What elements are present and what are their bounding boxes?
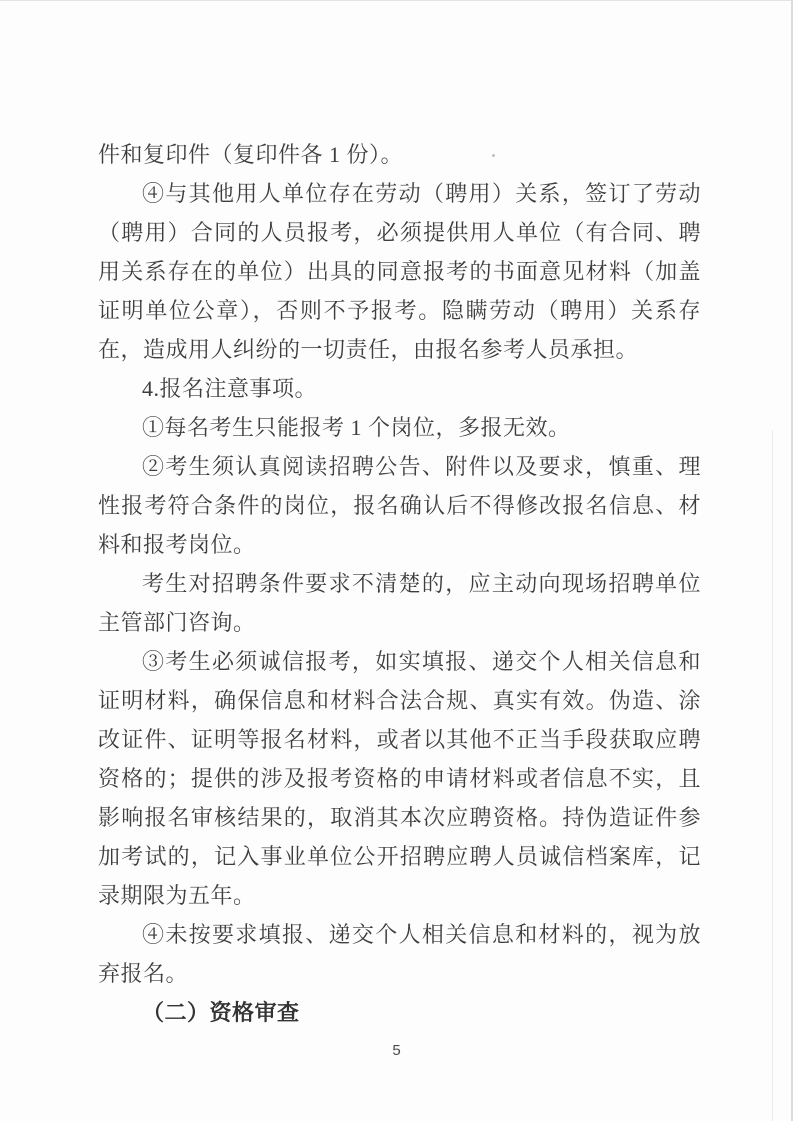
paragraph-note2-read-announcement: ②考生须认真阅读招聘公告、附件以及要求，慎重、理性报考符合条件的岗位，报名确认后不得修改报名信息、材料和报考岗位。 (98, 454, 701, 557)
paragraph-note2b-consult-department: 考生对招聘条件要求不清楚的，应主动向现场招聘单位主管部门咨询。 (98, 571, 701, 635)
paragraph-section4-registration-notes: 4.报名注意事项。 (142, 376, 318, 401)
paragraph-note1-one-post-only: ①每名考生只能报考 1 个岗位，多报无效。 (142, 415, 571, 440)
scan-artifact-line (772, 430, 773, 1121)
paragraph-note4-abandon-registration: ④未按要求填报、递交个人相关信息和材料的，视为放弃报名。 (98, 922, 701, 986)
heading-qualification-review: （二）资格审查 (142, 1000, 300, 1025)
page-number: 5 (392, 1042, 401, 1059)
paragraph-item4-labor-relation: ④与其他用人单位存在劳动（聘用）关系，签订了劳动（聘用）合同的人员报考，必须提供用人单位（有合同、聘用关系存在的单位）出具的同意报考的书面意见材料（加盖证明单位公章），否则不予报考。隐瞒劳动（聘用）关系存在，造成用人纠纷的一切责任，由报名参考人员承担。 (98, 181, 701, 362)
paragraph-continuation-copies: 件和复印件（复印件各 1 份）。 (98, 142, 404, 167)
page-content (98, 135, 701, 1032)
paragraph-note3-integrity: ③考生必须诚信报考，如实填报、递交个人相关信息和证明材料，确保信息和材料合法合规、真实有效。伪造、涂改证件、证明等报名材料，或者以其他不正当手段获取应聘资格的；提供的涉及报考资格的申请材料或者信息不实，且影响报名审核结果的，取消其本次应聘资格。持伪造证件参加考试的，记入事业单位公开招聘应聘人员诚信档案库，记录期限为五年。 (98, 649, 701, 908)
scan-edge-top (0, 0, 793, 1)
